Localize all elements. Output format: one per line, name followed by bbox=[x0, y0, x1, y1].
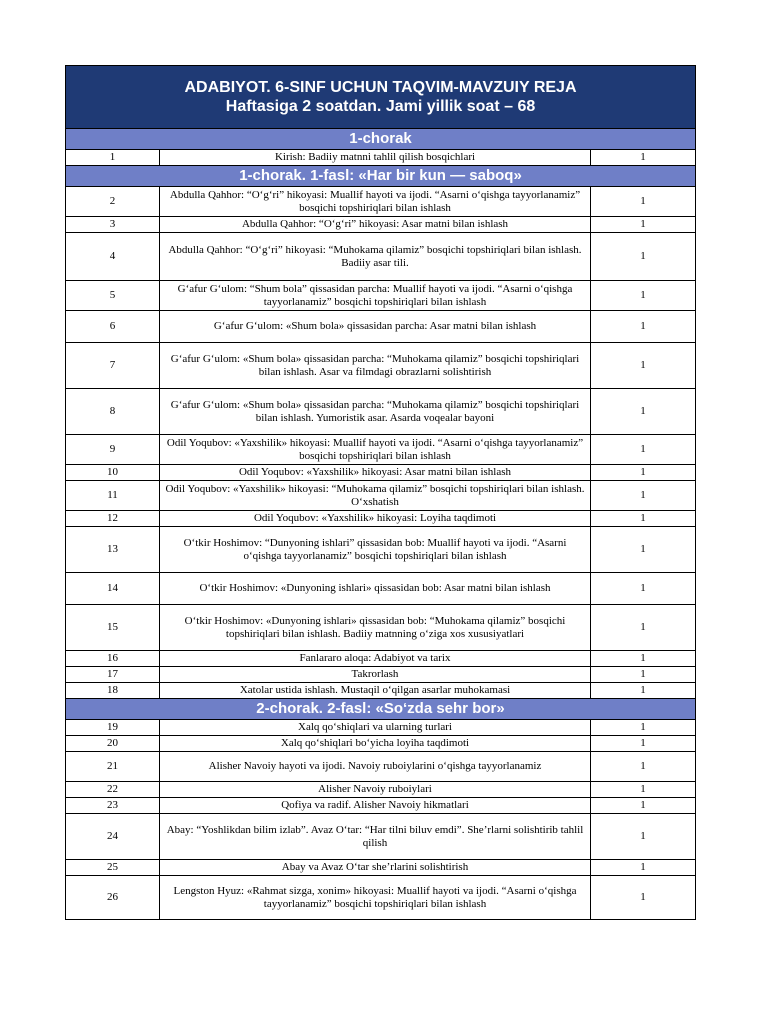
title-line-1: ADABIYOT. 6-SINF UCHUN TAQVIM-MAVZUIY REJA bbox=[184, 79, 577, 96]
title-line-2: Haftasiga 2 soatdan. Jami yillik soat – 68 bbox=[225, 98, 536, 115]
lesson-number: 19 bbox=[66, 720, 160, 736]
table-row bbox=[66, 311, 696, 343]
lesson-topic bbox=[160, 217, 591, 233]
lesson-number: 4 bbox=[66, 233, 160, 281]
lesson-topic bbox=[160, 667, 591, 683]
lesson-hours: 1 bbox=[591, 527, 696, 573]
lesson-topic bbox=[160, 860, 591, 876]
lesson-topic bbox=[160, 233, 591, 281]
table-row bbox=[66, 527, 696, 573]
lesson-hours: 1 bbox=[591, 187, 696, 217]
lesson-topic-text: Qofiya va radif. Alisher Navoiy hikmatlari bbox=[281, 799, 469, 811]
lesson-topic bbox=[160, 573, 591, 605]
lesson-number: 14 bbox=[66, 573, 160, 605]
lesson-hours: 1 bbox=[591, 876, 696, 920]
lesson-topic-text: Abdulla Qahhor: “O‘g‘ri” hikoyasi: Asar matni bilan ishlash bbox=[241, 218, 509, 230]
lesson-hours: 1 bbox=[591, 683, 696, 699]
section-title: 2-chorak. 2-fasl: «So‘zda sehr bor» bbox=[66, 699, 696, 720]
table-row bbox=[66, 389, 696, 435]
lesson-topic bbox=[160, 752, 591, 782]
section-title: 1-chorak bbox=[66, 129, 696, 150]
table-row bbox=[66, 860, 696, 876]
page-title bbox=[66, 66, 696, 129]
lesson-topic-text: Odil Yoqubov: «Yaxshilik» hikoyasi: Muallif hayoti va ijodi. “Asarni o‘qishga tayyorlanamiz” bosqichi topshiriqlari bilan ishlash bbox=[166, 436, 584, 462]
lesson-number: 22 bbox=[66, 782, 160, 798]
lesson-hours: 1 bbox=[591, 389, 696, 435]
lesson-topic bbox=[160, 782, 591, 798]
table-row bbox=[66, 573, 696, 605]
lesson-topic-text: Lengston Hyuz: «Rahmat sizga, xonim» hikoyasi: Muallif hayoti va ijodi. “Asarni o‘qishga tayyorlanamiz” bosqichi topshiriqlari bilan ishlash bbox=[173, 884, 577, 910]
lesson-number: 5 bbox=[66, 281, 160, 311]
lesson-topic bbox=[160, 150, 591, 166]
lesson-hours: 1 bbox=[591, 605, 696, 651]
lesson-number: 23 bbox=[66, 798, 160, 814]
lesson-number: 8 bbox=[66, 389, 160, 435]
lesson-topic-text: G‘afur G‘ulom: «Shum bola» qissasidan parcha: “Muhokama qilamiz” bosqichi topshiriqlari bilan ishlash. Asar va filmdagi obrazlarni solishtirish bbox=[170, 352, 580, 378]
lesson-hours: 1 bbox=[591, 736, 696, 752]
lesson-topic bbox=[160, 605, 591, 651]
lesson-topic-text: G‘afur G‘ulom: «Shum bola» qissasidan parcha: “Muhokama qilamiz” bosqichi topshiriqlari bilan ishlash. Yumoristik asar. Asarda voqealar bayoni bbox=[170, 398, 580, 424]
lesson-number: 18 bbox=[66, 683, 160, 699]
lesson-topic bbox=[160, 481, 591, 511]
lesson-hours: 1 bbox=[591, 720, 696, 736]
lesson-number: 20 bbox=[66, 736, 160, 752]
lesson-number: 7 bbox=[66, 343, 160, 389]
lesson-number: 11 bbox=[66, 481, 160, 511]
lesson-hours: 1 bbox=[591, 150, 696, 166]
lesson-number: 16 bbox=[66, 651, 160, 667]
lesson-topic-text: Xatolar ustida ishlash. Mustaqil o‘qilgan asarlar muhokamasi bbox=[239, 684, 511, 696]
section-header-row bbox=[66, 699, 696, 720]
lesson-hours: 1 bbox=[591, 481, 696, 511]
lesson-number: 26 bbox=[66, 876, 160, 920]
lesson-topic-text: Kirish: Badiiy matnni tahlil qilish bosqichlari bbox=[274, 151, 476, 163]
lesson-topic bbox=[160, 736, 591, 752]
table-row bbox=[66, 343, 696, 389]
lesson-topic bbox=[160, 435, 591, 465]
lesson-hours: 1 bbox=[591, 465, 696, 481]
lesson-number: 13 bbox=[66, 527, 160, 573]
table-row bbox=[66, 782, 696, 798]
lesson-hours: 1 bbox=[591, 511, 696, 527]
table-row bbox=[66, 511, 696, 527]
table-row bbox=[66, 481, 696, 511]
section-header-row bbox=[66, 129, 696, 150]
lesson-topic-text: Abdulla Qahhor: “O‘g‘ri” hikoyasi: Muallif hayoti va ijodi. “Asarni o‘qishga tayyorlanamiz” bosqichi topshiriqlari bilan ishlash bbox=[169, 188, 581, 214]
lesson-hours: 1 bbox=[591, 343, 696, 389]
lesson-topic-text: Xalq qo‘shiqlari bo‘yicha loyiha taqdimoti bbox=[280, 737, 470, 749]
table-row bbox=[66, 736, 696, 752]
lesson-hours: 1 bbox=[591, 782, 696, 798]
lesson-number: 12 bbox=[66, 511, 160, 527]
table-row bbox=[66, 435, 696, 465]
lesson-hours: 1 bbox=[591, 217, 696, 233]
lesson-topic-text: Takrorlash bbox=[351, 668, 399, 680]
section-title: 1-chorak. 1-fasl: «Har bir kun — saboq» bbox=[66, 166, 696, 187]
section-header-row bbox=[66, 166, 696, 187]
lesson-topic bbox=[160, 798, 591, 814]
lesson-hours: 1 bbox=[591, 573, 696, 605]
table-row bbox=[66, 150, 696, 166]
table-row bbox=[66, 605, 696, 651]
lesson-topic bbox=[160, 814, 591, 860]
table-row bbox=[66, 217, 696, 233]
lesson-hours: 1 bbox=[591, 814, 696, 860]
lesson-hours: 1 bbox=[591, 651, 696, 667]
title-row bbox=[66, 66, 696, 129]
lesson-hours: 1 bbox=[591, 281, 696, 311]
lesson-topic bbox=[160, 343, 591, 389]
lesson-topic bbox=[160, 720, 591, 736]
lesson-topic bbox=[160, 651, 591, 667]
lesson-topic-text: O‘tkir Hoshimov: «Dunyoning ishlari» qissasidan bob: “Muhokama qilamiz” bosqichi topshiriqlari bilan ishlash. Badiiy matnning o‘ziga xos xususiyatlari bbox=[184, 614, 566, 640]
lesson-number: 6 bbox=[66, 311, 160, 343]
table-row bbox=[66, 752, 696, 782]
lesson-hours: 1 bbox=[591, 798, 696, 814]
table-row bbox=[66, 798, 696, 814]
lesson-topic-text: Abay va Avaz O‘tar she’rlarini solishtirish bbox=[281, 861, 469, 873]
lesson-topic bbox=[160, 465, 591, 481]
lesson-topic-text: Alisher Navoiy ruboiylari bbox=[318, 783, 432, 795]
lesson-topic-text: O‘tkir Hoshimov: “Dunyoning ishlari” qissasidan bob: Muallif hayoti va ijodi. “Asarni o‘qishga tayyorlanamiz” bosqichi topshiriqlari bilan ishlash bbox=[183, 536, 567, 562]
lesson-number: 10 bbox=[66, 465, 160, 481]
lesson-topic bbox=[160, 311, 591, 343]
table-row bbox=[66, 187, 696, 217]
lesson-hours: 1 bbox=[591, 435, 696, 465]
lesson-hours: 1 bbox=[591, 233, 696, 281]
lesson-number: 3 bbox=[66, 217, 160, 233]
lesson-topic-text: Odil Yoqubov: «Yaxshilik» hikoyasi: Asar matni bilan ishlash bbox=[238, 466, 512, 478]
table-row bbox=[66, 683, 696, 699]
lesson-topic bbox=[160, 281, 591, 311]
table-row bbox=[66, 651, 696, 667]
calendar-plan-table bbox=[65, 65, 696, 920]
table-row bbox=[66, 876, 696, 920]
lesson-topic bbox=[160, 683, 591, 699]
lesson-hours: 1 bbox=[591, 752, 696, 782]
lesson-topic bbox=[160, 389, 591, 435]
lesson-topic-text: G‘afur G‘ulom: “Shum bola” qissasidan parcha: Muallif hayoti va ijodi. “Asarni o‘qishga tayyorlanamiz” bosqichi topshiriqlari bilan ishlash bbox=[177, 282, 573, 308]
lesson-number: 25 bbox=[66, 860, 160, 876]
lesson-number: 2 bbox=[66, 187, 160, 217]
lesson-topic-text: Abay: “Yoshlikdan bilim izlab”. Avaz O‘tar: “Har tilni biluv emdi”. She’rlarni solishtirib tahlil qilish bbox=[166, 823, 584, 849]
lesson-topic-text: G‘afur G‘ulom: «Shum bola» qissasidan parcha: Asar matni bilan ishlash bbox=[213, 320, 537, 332]
lesson-topic bbox=[160, 511, 591, 527]
lesson-topic bbox=[160, 876, 591, 920]
table-row bbox=[66, 233, 696, 281]
plan-table-body bbox=[66, 66, 696, 920]
lesson-topic-text: Odil Yoqubov: «Yaxshilik» hikoyasi: Loyiha taqdimoti bbox=[253, 512, 497, 524]
lesson-topic bbox=[160, 527, 591, 573]
lesson-number: 15 bbox=[66, 605, 160, 651]
table-row bbox=[66, 281, 696, 311]
lesson-topic-text: O‘tkir Hoshimov: «Dunyoning ishlari» qissasidan bob: Asar matni bilan ishlash bbox=[199, 582, 551, 594]
lesson-topic-text: Fanlararo aloqa: Adabiyot va tarix bbox=[299, 652, 451, 664]
lesson-number: 1 bbox=[66, 150, 160, 166]
lesson-number: 17 bbox=[66, 667, 160, 683]
lesson-topic-text: Xalq qo‘shiqlari va ularning turlari bbox=[298, 721, 452, 733]
lesson-hours: 1 bbox=[591, 311, 696, 343]
table-row bbox=[66, 667, 696, 683]
table-row bbox=[66, 814, 696, 860]
lesson-topic-text: Odil Yoqubov: «Yaxshilik» hikoyasi: “Muhokama qilamiz” bosqichi topshiriqlari bilan ishlash. O‘xshatish bbox=[165, 482, 585, 508]
lesson-hours: 1 bbox=[591, 860, 696, 876]
lesson-topic-text: Abdulla Qahhor: “O‘g‘ri” hikoyasi: “Muhokama qilamiz” bosqichi topshiriqlari bilan ishlash. Badiiy asar tili. bbox=[168, 243, 582, 269]
lesson-hours: 1 bbox=[591, 667, 696, 683]
lesson-number: 9 bbox=[66, 435, 160, 465]
lesson-topic bbox=[160, 187, 591, 217]
lesson-number: 24 bbox=[66, 814, 160, 860]
lesson-number: 21 bbox=[66, 752, 160, 782]
lesson-topic-text: Alisher Navoiy hayoti va ijodi. Navoiy ruboiylarini o‘qishga tayyorlanamiz bbox=[208, 760, 542, 772]
table-row bbox=[66, 465, 696, 481]
table-row bbox=[66, 720, 696, 736]
